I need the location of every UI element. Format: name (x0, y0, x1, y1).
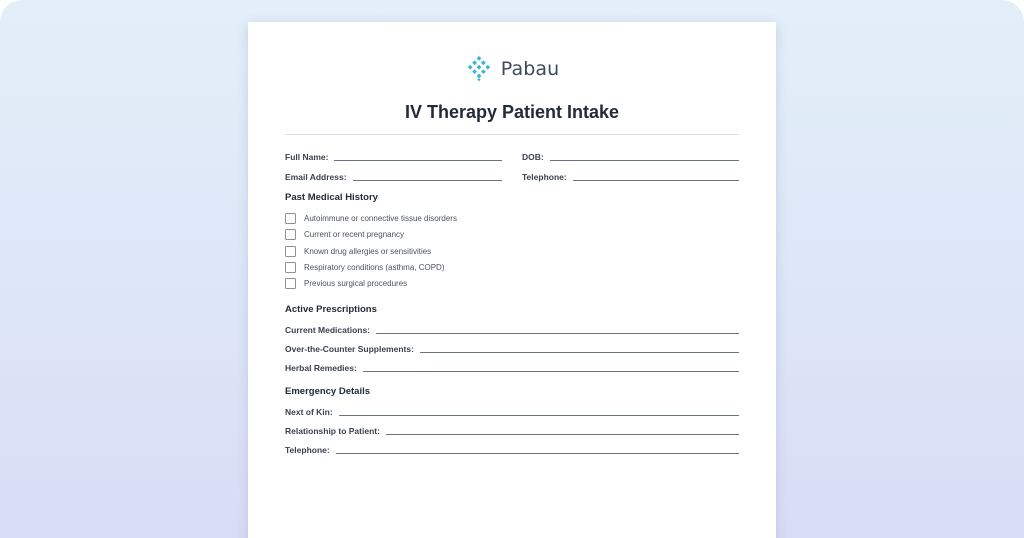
checkbox[interactable] (285, 262, 296, 273)
otc-supplements-line (420, 352, 739, 353)
history-heading: Past Medical History (285, 192, 378, 203)
brand-name: Pabau (500, 58, 560, 80)
email-field[interactable] (285, 170, 502, 182)
telephone-line (573, 180, 739, 181)
telephone-label: Telephone: (522, 172, 567, 182)
form-title: IV Therapy Patient Intake (404, 102, 620, 122)
next-of-kin-line (339, 415, 739, 416)
brand-header (248, 55, 776, 83)
full-name-field[interactable] (285, 150, 502, 162)
emergency-telephone-field[interactable] (285, 443, 739, 455)
current-medications-field[interactable] (285, 323, 739, 335)
herbal-remedies-field[interactable] (285, 361, 739, 373)
next-of-kin-label: Next of Kin: (285, 407, 333, 417)
intake-form-sheet (248, 22, 776, 538)
email-line (353, 180, 502, 181)
full-name-label: Full Name: (285, 152, 329, 162)
next-of-kin-field[interactable] (285, 405, 739, 417)
checkbox[interactable] (285, 278, 296, 289)
history-item-label: Known drug allergies or sensitivities (304, 247, 432, 256)
history-item-label: Previous surgical procedures (304, 279, 408, 288)
current-medications-line (376, 333, 739, 334)
relationship-field[interactable] (285, 424, 739, 436)
checkbox[interactable] (285, 229, 296, 240)
pabau-logo-icon (465, 55, 493, 83)
email-label: Email Address: (285, 172, 347, 182)
dob-label: DOB: (522, 152, 544, 162)
relationship-label: Relationship to Patient: (285, 426, 380, 436)
emergency-telephone-line (336, 453, 739, 454)
full-name-line (334, 160, 502, 161)
checkbox[interactable] (285, 246, 296, 257)
history-item[interactable] (285, 213, 457, 224)
history-item-label: Current or recent pregnancy (304, 230, 405, 239)
history-item[interactable] (285, 229, 404, 240)
herbal-remedies-line (363, 371, 739, 372)
history-item-label: Respiratory conditions (asthma, COPD) (304, 263, 445, 272)
dob-field[interactable] (522, 150, 739, 162)
emergency-heading: Emergency Details (285, 386, 371, 397)
prescriptions-heading: Active Prescriptions (285, 304, 377, 315)
herbal-remedies-label: Herbal Remedies: (285, 363, 357, 373)
otc-supplements-label: Over-the-Counter Supplements: (285, 344, 414, 354)
current-medications-label: Current Medications: (285, 325, 371, 335)
otc-supplements-field[interactable] (285, 342, 739, 354)
title-divider (285, 134, 739, 135)
history-item-label: Autoimmune or connective tissue disorders (304, 214, 457, 223)
history-item[interactable] (285, 246, 431, 257)
history-item[interactable] (285, 278, 407, 289)
relationship-line (386, 434, 739, 435)
telephone-field[interactable] (522, 170, 739, 182)
checkbox[interactable] (285, 213, 296, 224)
history-item[interactable] (285, 262, 445, 273)
emergency-telephone-label: Telephone: (285, 445, 330, 455)
dob-line (550, 160, 739, 161)
